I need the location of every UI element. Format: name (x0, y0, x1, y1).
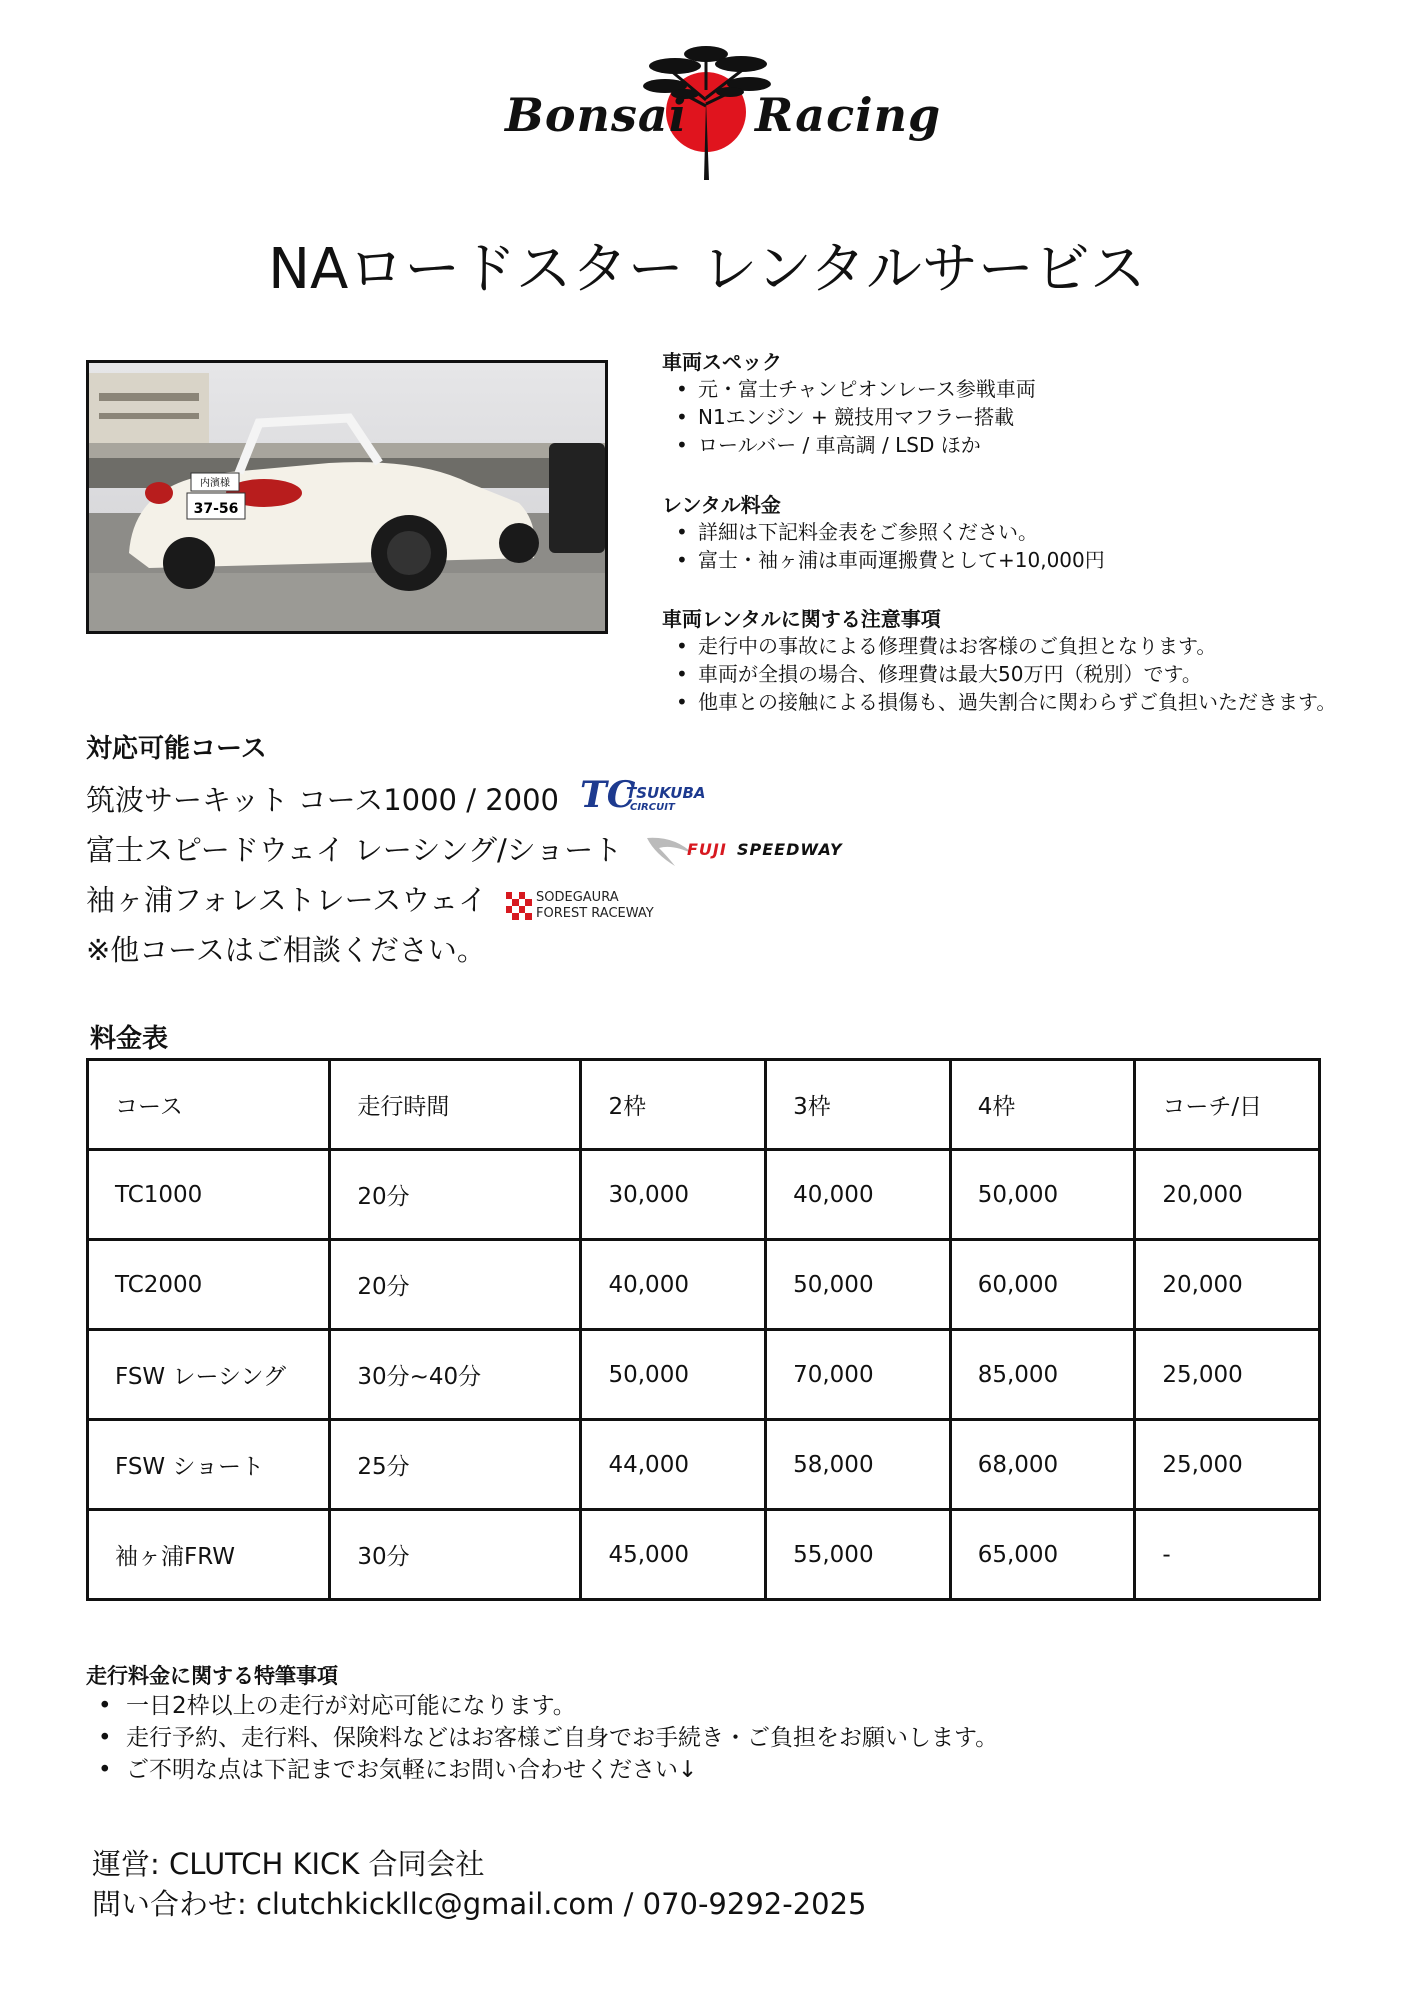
column-header: コース (88, 1060, 330, 1150)
course-sodegaura: 袖ヶ浦フォレストレースウェイ (86, 883, 488, 917)
table-header-row (88, 1060, 1320, 1150)
logo-word-left: Bonsai (505, 88, 688, 142)
spec-heading: 車両スペック (662, 350, 782, 374)
fuji-text1: FUJI (687, 840, 727, 859)
plate-number-text: 37-56 (193, 501, 239, 517)
car-photo (86, 360, 608, 634)
rental-heading: レンタル料金 (662, 493, 781, 517)
tsukuba-line2: CIRCUIT (630, 802, 675, 813)
list-item: • 富士・袖ヶ浦は車両運搬費として+10,000円 (662, 546, 1105, 574)
sodegaura-line1: SODEGAURA (536, 890, 619, 905)
checkered-flag-icon (506, 892, 532, 920)
table-cell: 60,000 (950, 1240, 1135, 1330)
table-row (88, 1330, 1320, 1420)
table-cell: - (1135, 1510, 1320, 1600)
price-table (86, 1058, 1321, 1601)
table-row (88, 1510, 1320, 1600)
page-title: NAロードスター レンタルサービス (268, 237, 1146, 302)
table-cell: 袖ヶ浦FRW (88, 1510, 330, 1600)
table-cell: 65,000 (950, 1510, 1135, 1600)
table-cell: 30分~40分 (330, 1330, 581, 1420)
table-cell: 58,000 (766, 1420, 951, 1510)
table-cell: 20分 (330, 1150, 581, 1240)
table-cell: 50,000 (766, 1240, 951, 1330)
table-cell: TC1000 (88, 1150, 330, 1240)
notes-list (86, 1690, 998, 1786)
notes-heading: 走行料金に関する特筆事項 (86, 1664, 338, 1688)
rental-list (662, 518, 1105, 574)
course-fuji: 富士スピードウェイ レーシング/ショート (86, 833, 623, 867)
tsukuba-circuit-logo (580, 774, 730, 820)
course-tsukuba: 筑波サーキット コース1000 / 2000 (86, 783, 560, 817)
column-header: 2枠 (581, 1060, 766, 1150)
fuji-text2: SPEEDWAY (737, 840, 843, 859)
table-cell: 25,000 (1135, 1330, 1320, 1420)
column-header: 3枠 (766, 1060, 951, 1150)
column-header: コーチ/日 (1135, 1060, 1320, 1150)
rental-section (662, 489, 1105, 574)
fuji-speedway-logo (645, 832, 895, 872)
list-item: • 一日2枠以上の走行が対応可能になります。 (86, 1690, 998, 1722)
table-cell: 20,000 (1135, 1240, 1320, 1330)
list-item: • ロールバー / 車高調 / LSD ほか (662, 431, 1036, 459)
list-item: • 走行予約、走行料、保険料などはお客様ご自身でお手続き・ご負担をお願いします。 (86, 1722, 998, 1754)
table-cell: 44,000 (581, 1420, 766, 1510)
table-row (88, 1240, 1320, 1330)
list-item: • 詳細は下記料金表をご参照ください。 (662, 518, 1105, 546)
table-cell: 25分 (330, 1420, 581, 1510)
table-cell: 55,000 (766, 1510, 951, 1600)
logo-word-right: Racing (755, 88, 942, 142)
table-row (88, 1150, 1320, 1240)
price-table-heading: 料金表 (90, 1024, 169, 1054)
table-cell: 30,000 (581, 1150, 766, 1240)
sodegaura-forest-raceway-logo (506, 890, 666, 924)
list-item: • 走行中の事故による修理費はお客様のご負担となります。 (662, 632, 1336, 660)
table-cell: 25,000 (1135, 1420, 1320, 1510)
operator-text: 運営: CLUTCH KICK 合同会社 (92, 1847, 485, 1881)
bonsai-racing-logo (505, 40, 942, 180)
list-item: • 車両が全損の場合、修理費は最大50万円（税別）です。 (662, 660, 1336, 688)
list-item: • ご不明な点は下記までお気軽にお問い合わせください↓ (86, 1754, 998, 1786)
table-cell: 40,000 (581, 1240, 766, 1330)
table-cell: 20,000 (1135, 1150, 1320, 1240)
table-cell: 45,000 (581, 1510, 766, 1600)
tsukuba-mark: TC (580, 774, 636, 816)
list-item: • 元・富士チャンピオンレース参戦車両 (662, 375, 1036, 403)
notes-section (86, 1690, 998, 1786)
tsukuba-line1: TSUKUBA (626, 784, 706, 802)
table-cell: 20分 (330, 1240, 581, 1330)
spec-section (662, 346, 1036, 459)
table-cell: 50,000 (950, 1150, 1135, 1240)
caution-heading: 車両レンタルに関する注意事項 (662, 607, 941, 631)
table-cell: 85,000 (950, 1330, 1135, 1420)
column-header: 走行時間 (330, 1060, 581, 1150)
caution-list (662, 632, 1336, 716)
courses-heading: 対応可能コース (86, 734, 267, 764)
list-item: • N1エンジン + 競技用マフラー搭載 (662, 403, 1036, 431)
table-cell: FSW レーシング (88, 1330, 330, 1420)
list-item: • 他車との接触による損傷も、過失割合に関わらずご負担いただきます。 (662, 688, 1336, 716)
table-cell: 30分 (330, 1510, 581, 1600)
table-row (88, 1420, 1320, 1510)
contact-text: 問い合わせ: clutchkickllc@gmail.com / 070-9292-2025 (92, 1887, 867, 1921)
table-cell: 68,000 (950, 1420, 1135, 1510)
spec-list (662, 375, 1036, 459)
table-cell: 50,000 (581, 1330, 766, 1420)
plate-top-text: 内濱様 (200, 478, 230, 489)
table-cell: TC2000 (88, 1240, 330, 1330)
table-cell: 70,000 (766, 1330, 951, 1420)
white-roadster-image (89, 363, 605, 631)
table-cell: 40,000 (766, 1150, 951, 1240)
caution-section (662, 603, 1336, 716)
sodegaura-line2: FOREST RACEWAY (536, 906, 654, 921)
course-other-note: ※他コースはご相談ください。 (86, 933, 486, 967)
table-cell: FSW ショート (88, 1420, 330, 1510)
column-header: 4枠 (950, 1060, 1135, 1150)
